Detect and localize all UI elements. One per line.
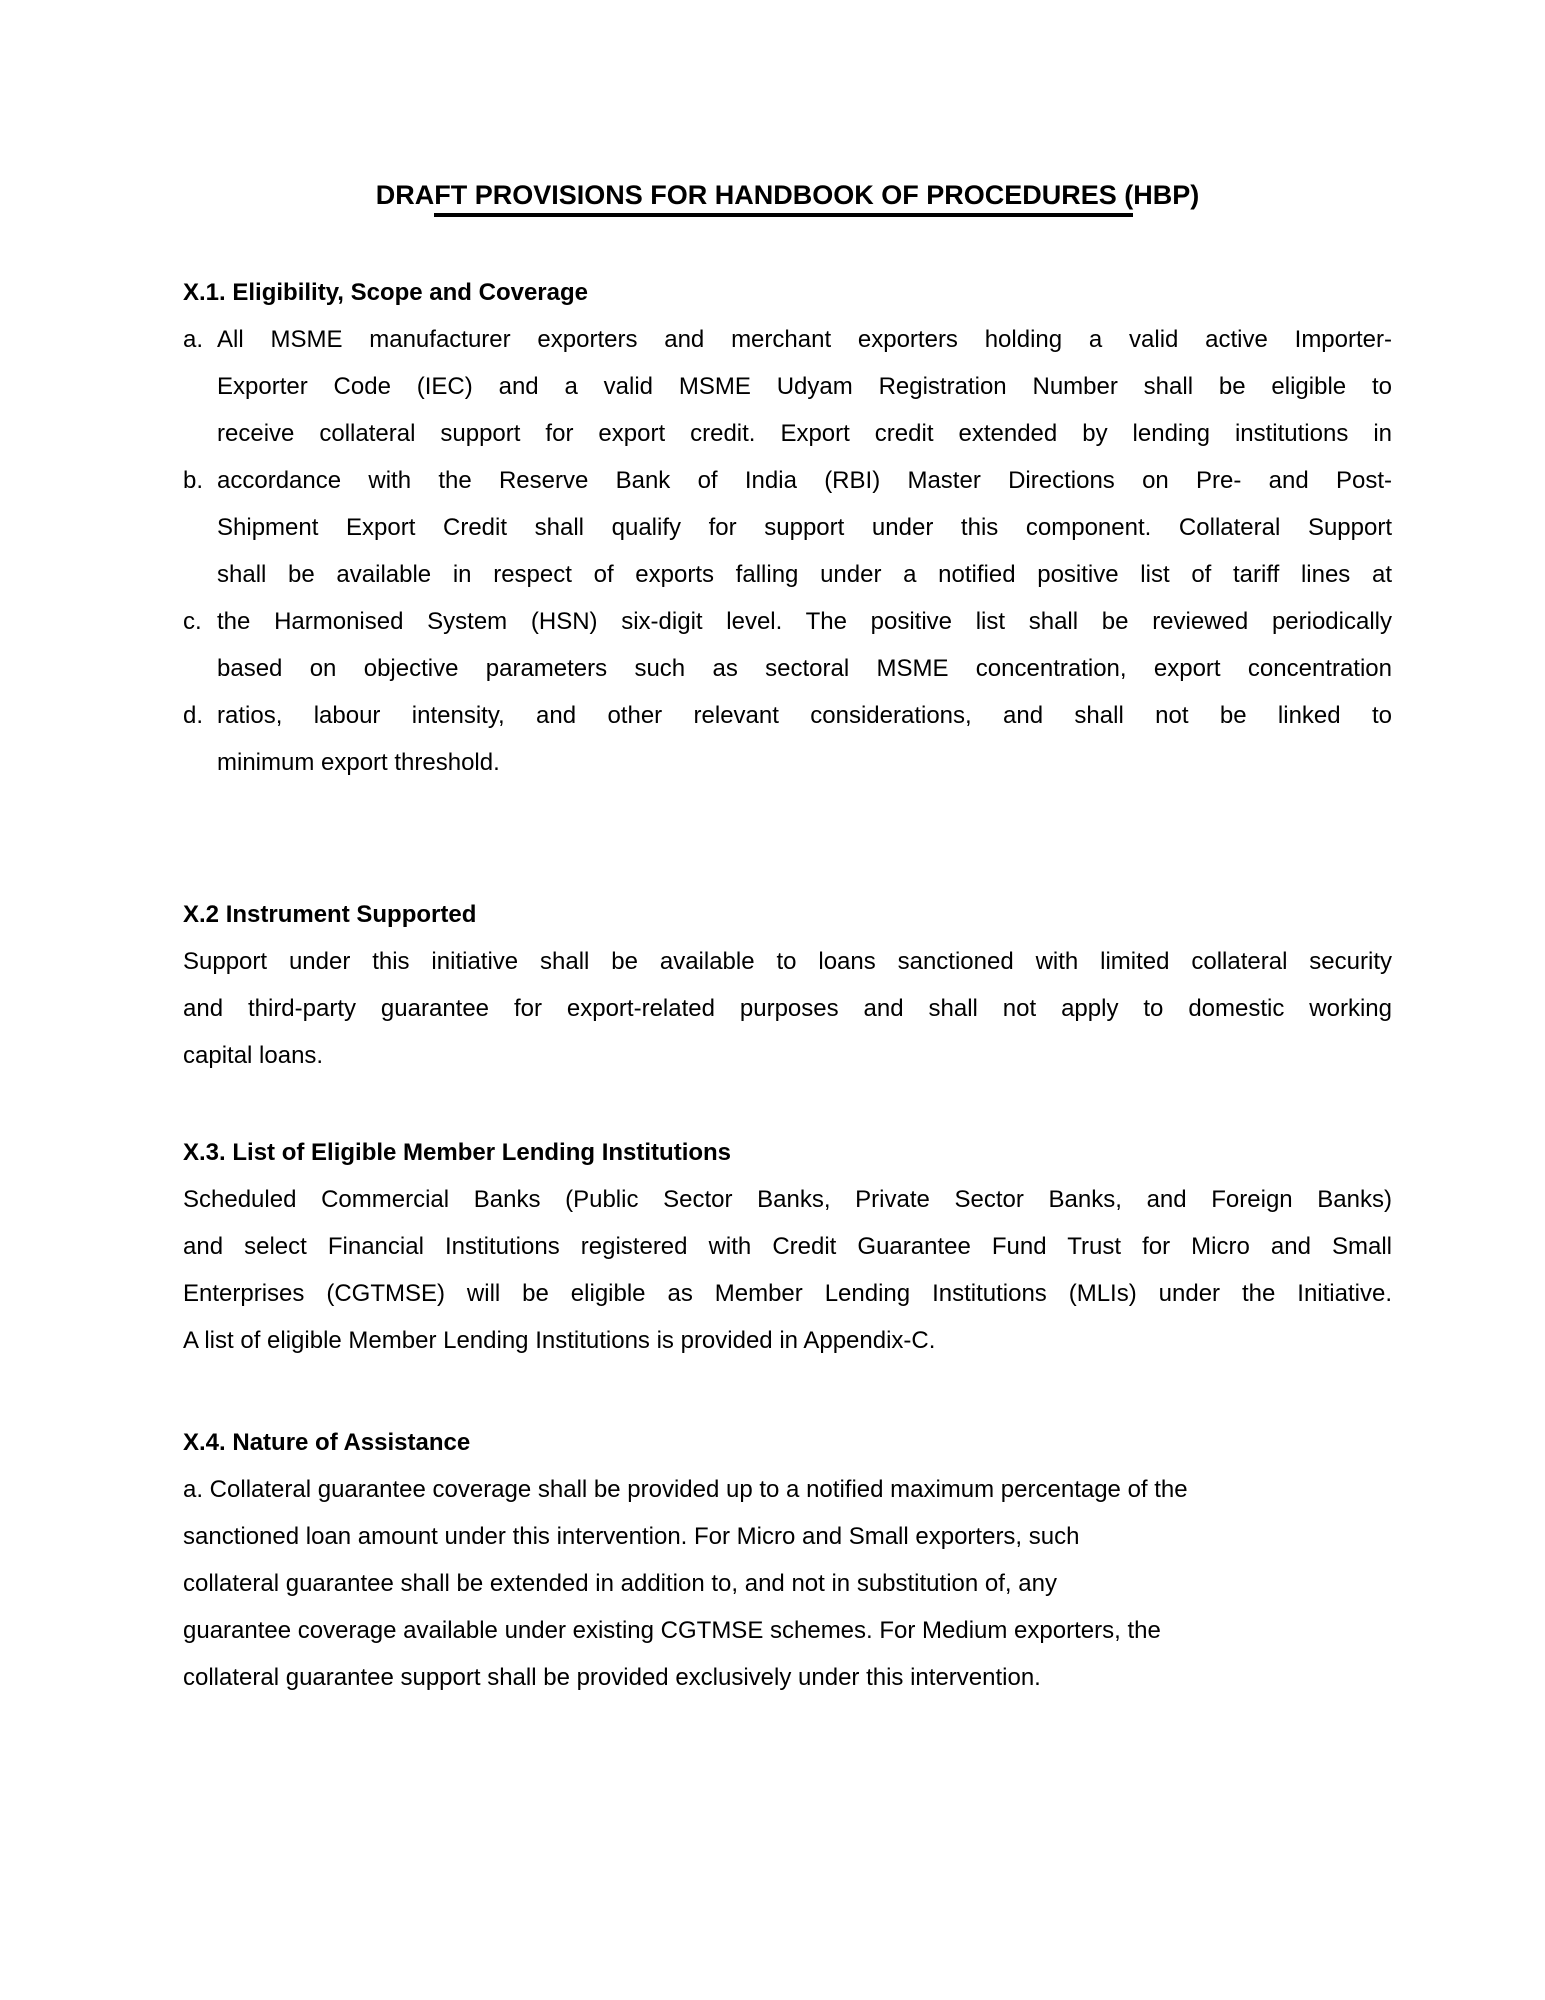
list-marker (183, 504, 217, 551)
line-text: guarantee coverage available under existing CGTMSE schemes. For Medium exporters, the (183, 1617, 1161, 1644)
text-line (183, 457, 1392, 504)
text-line (183, 1270, 1392, 1317)
document-body (183, 269, 1392, 1701)
line-text: receive collateral support for export credit. Export credit extended by lending institutions in (217, 420, 1392, 447)
line-text: shall be available in respect of exports falling under a notified positive list of tariff lines at (217, 561, 1392, 588)
text-line (183, 938, 1392, 985)
list-marker (183, 739, 217, 786)
line-text: Shipment Export Credit shall qualify for support under this component. Collateral Support (217, 514, 1392, 541)
line-text: the Harmonised System (HSN) six-digit level. The positive list shall be reviewed periodically (217, 608, 1392, 635)
text-line (183, 739, 1392, 786)
text-line (183, 985, 1392, 1032)
line-text: and select Financial Institutions registered with Credit Guarantee Fund Trust for Micro and Small (183, 1233, 1392, 1260)
section-heading: X.4. Nature of Assistance (183, 1429, 471, 1456)
list-marker: d. (183, 702, 204, 729)
line-text: A list of eligible Member Lending Institutions is provided in Appendix-C. (183, 1327, 936, 1354)
line-text: accordance with the Reserve Bank of India (RBI) Master Directions on Pre- and Post- (217, 467, 1392, 494)
title-text-underlined: FT PROVISIONS FOR HANDBOOK OF PROCEDURES ( (434, 180, 1133, 217)
text-line (183, 363, 1392, 410)
list-marker: a. (183, 326, 204, 353)
list-marker (183, 363, 217, 410)
line-text: collateral guarantee shall be extended in addition to, and not in substitution of, any (183, 1570, 1057, 1597)
line-text: a. Collateral guarantee coverage shall be provided up to a notified maximum percentage of the (183, 1476, 1188, 1503)
text-line (183, 645, 1392, 692)
section-x2-instrument-supported (183, 891, 1392, 1079)
line-text: Support under this initiative shall be available to loans sanctioned with limited collateral security (183, 948, 1392, 975)
text-line (183, 1223, 1392, 1270)
section-heading: X.2 Instrument Supported (183, 901, 477, 928)
line-text: collateral guarantee support shall be provided exclusively under this intervention. (183, 1664, 1041, 1691)
line-text: All MSME manufacturer exporters and merchant exporters holding a valid active Importer- (217, 326, 1392, 353)
section-x3-eligible-member-lending-institutions (183, 1129, 1392, 1364)
line-text: based on objective parameters such as sectoral MSME concentration, export concentration (217, 655, 1392, 682)
line-text: and third-party guarantee for export-related purposes and shall not apply to domestic working (183, 995, 1392, 1022)
title-text-plain-end: HBP) (1133, 180, 1200, 210)
text-line (183, 316, 1392, 363)
section-x1-eligibility-scope-coverage (183, 269, 1392, 786)
line-text: Enterprises (CGTMSE) will be eligible as Member Lending Institutions (MLIs) under the Initiative. (183, 1280, 1392, 1307)
text-line (183, 1560, 1392, 1607)
text-line (183, 504, 1392, 551)
text-line (183, 410, 1392, 457)
title-text-plain-start: DRA (375, 180, 435, 210)
list-marker: b. (183, 467, 204, 494)
text-line (183, 1607, 1392, 1654)
text-line (183, 598, 1392, 645)
line-text: minimum export threshold. (217, 749, 500, 776)
text-line (183, 1513, 1392, 1560)
list-marker (183, 551, 217, 598)
text-line (183, 692, 1392, 739)
section-heading: X.1. Eligibility, Scope and Coverage (183, 279, 588, 306)
list-marker: c. (183, 608, 202, 635)
line-text: capital loans. (183, 1042, 324, 1069)
list-marker (183, 410, 217, 457)
text-line (183, 551, 1392, 598)
section-x4-nature-of-assistance (183, 1419, 1392, 1701)
section-heading: X.3. List of Eligible Member Lending Institutions (183, 1139, 732, 1166)
text-line (183, 1176, 1392, 1223)
text-line (183, 1466, 1392, 1513)
line-text: Exporter Code (IEC) and a valid MSME Udyam Registration Number shall be eligible to (217, 373, 1392, 400)
list-marker (183, 645, 217, 692)
line-text: ratios, labour intensity, and other relevant considerations, and shall not be linked to (217, 702, 1392, 729)
line-text: sanctioned loan amount under this intervention. For Micro and Small exporters, such (183, 1523, 1080, 1550)
text-line (183, 1317, 1392, 1364)
document-title (183, 172, 1392, 219)
line-text: Scheduled Commercial Banks (Public Sector Banks, Private Sector Banks, and Foreign Banks) (183, 1186, 1392, 1213)
text-line (183, 1654, 1392, 1701)
text-line (183, 1032, 1392, 1079)
